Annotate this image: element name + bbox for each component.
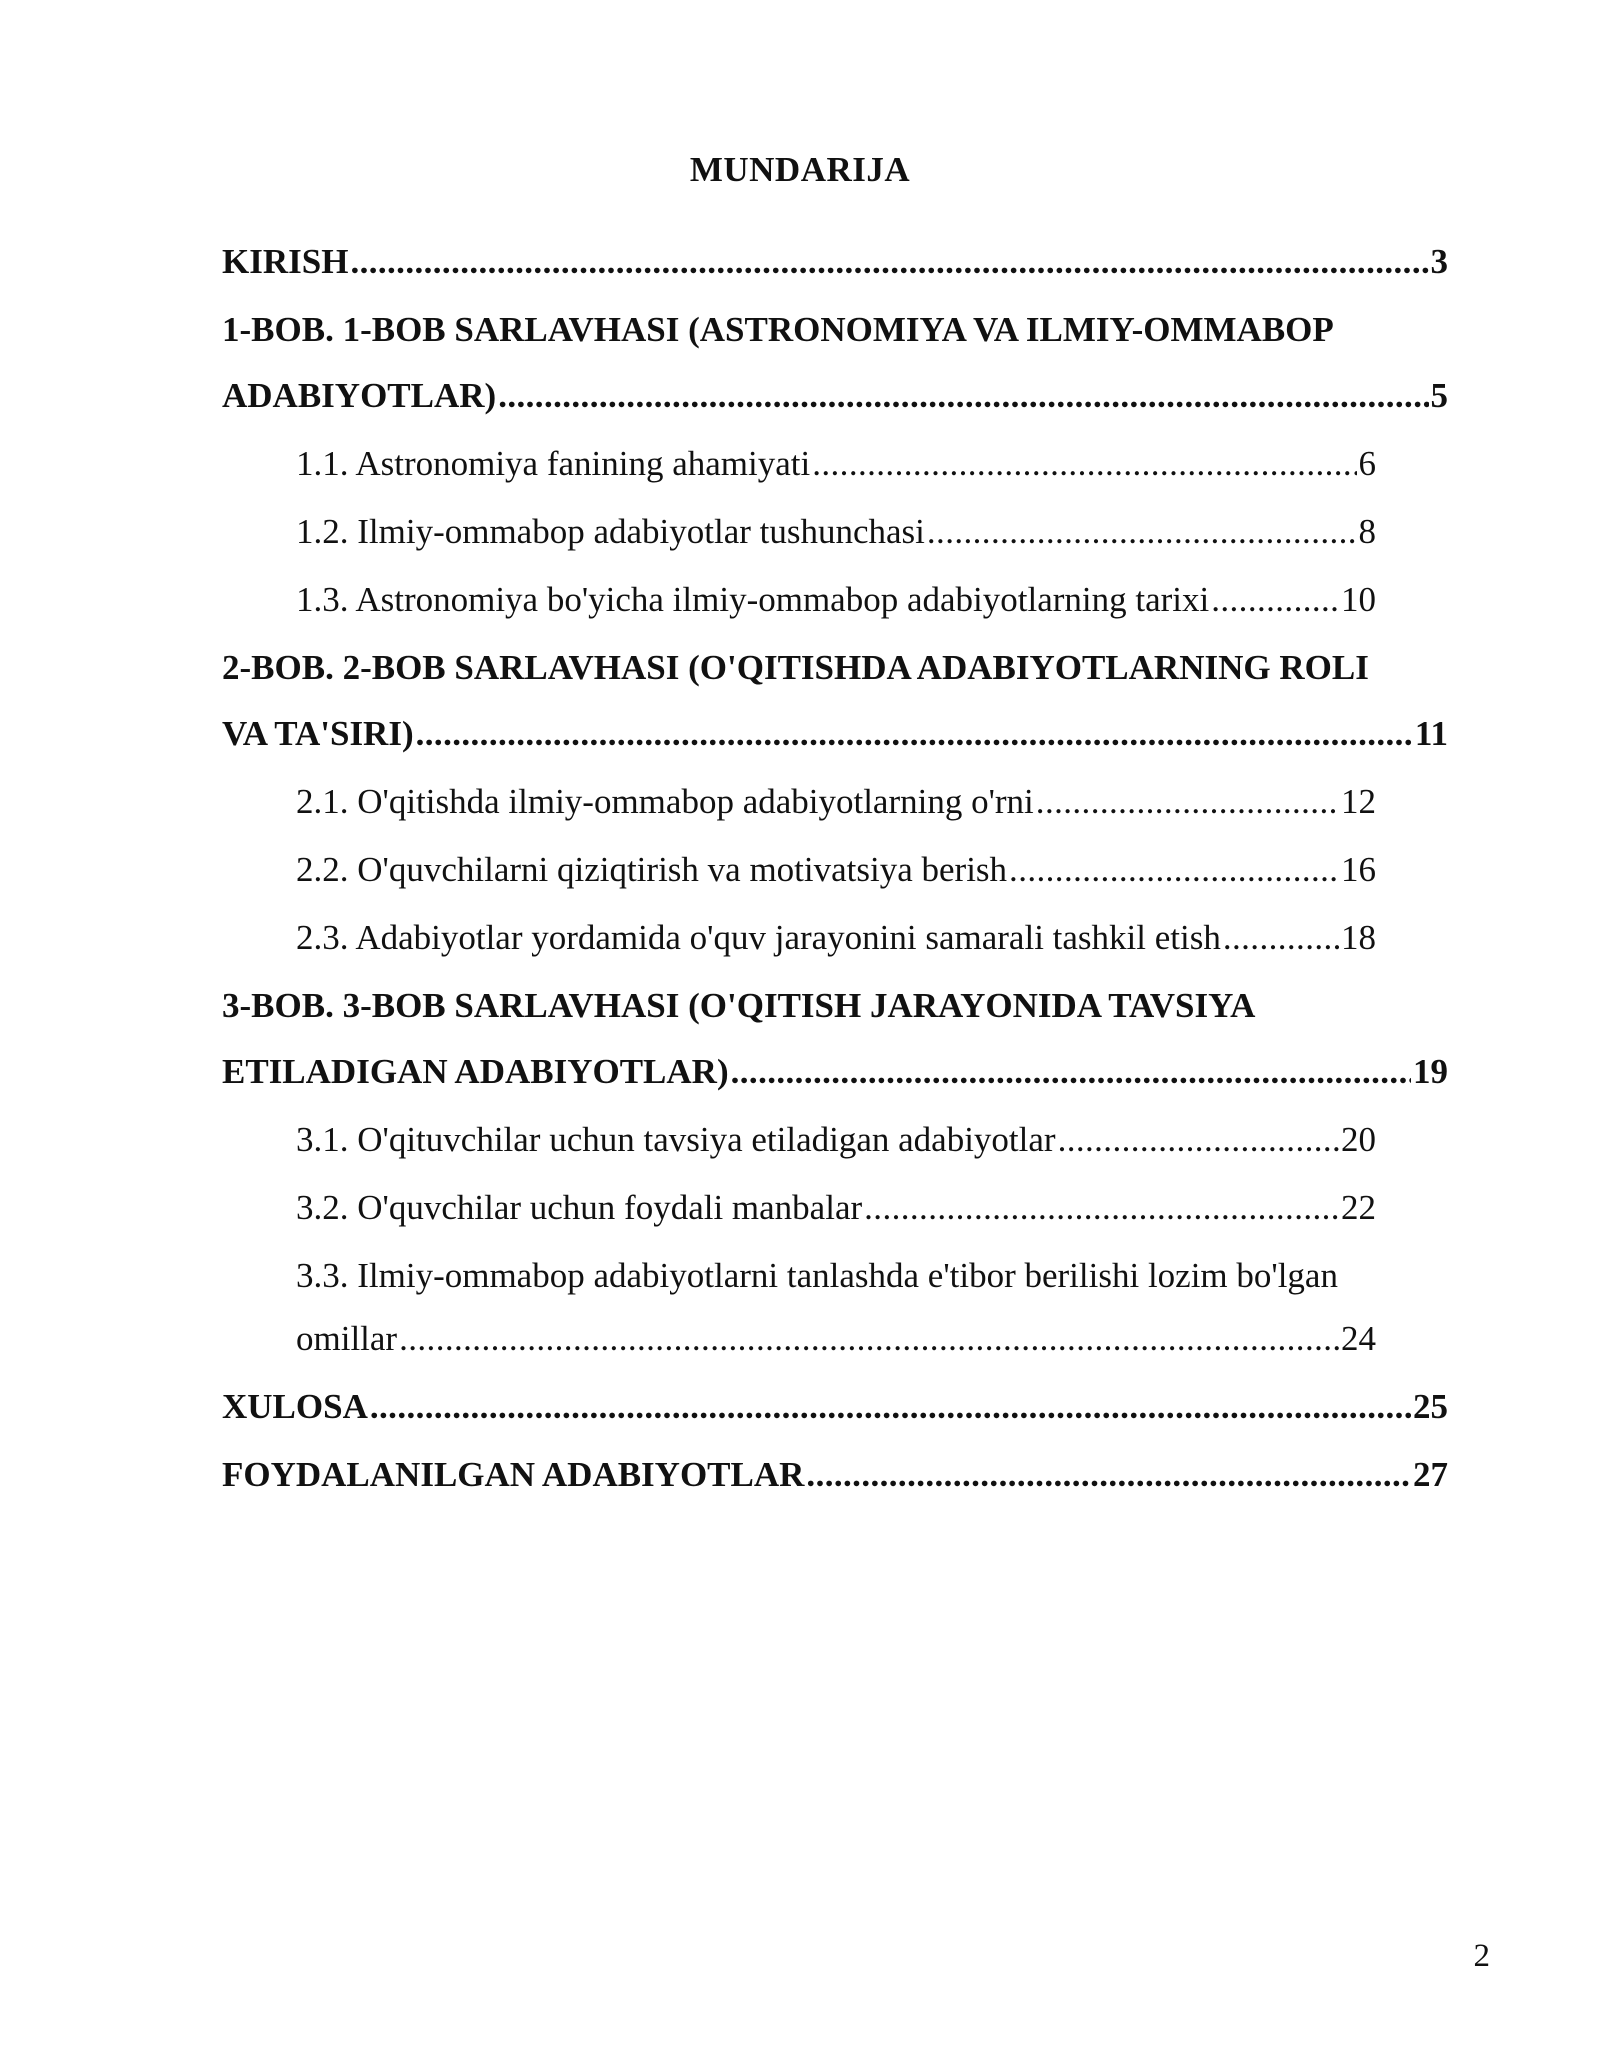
toc-entry-title-line1: 1-BOB. 1-BOB SARLAVHASI (ASTRONOMIYA VA ILMIY-OMMABOP: [222, 310, 1334, 349]
toc-entry-xulosa[interactable]: [222, 1375, 1448, 1443]
toc-entry-page: 3: [1430, 242, 1448, 281]
toc-entry-page: 18: [1341, 918, 1376, 957]
toc-entry-chapter-2[interactable]: [222, 636, 1448, 770]
toc-entry-title: 3.1. O'qituvchilar uchun tavsiya etiladigan adabiyotlar: [296, 1120, 1056, 1159]
toc-entry-title: 1.1. Astronomiya fanining ahamiyati: [296, 444, 811, 483]
dot-leader: [731, 1040, 1411, 1103]
dot-leader: [399, 1307, 1339, 1370]
toc-entry-page: 20: [1341, 1120, 1376, 1159]
toc-entry-title: 2.2. O'quvchilarni qiziqtirish va motivatsiya berish: [296, 850, 1008, 889]
dot-leader: [806, 1443, 1411, 1506]
page-number: 2: [1473, 1938, 1490, 1974]
dot-leader: [370, 1375, 1411, 1438]
dot-leader: [1211, 568, 1339, 631]
toc-entry-title: KIRISH: [222, 242, 349, 281]
toc-entry-section-3-2[interactable]: [296, 1176, 1376, 1244]
dot-leader: [350, 230, 1428, 293]
toc-entry-section-3-3[interactable]: [296, 1244, 1376, 1375]
toc-entry-title-line1: 3-BOB. 3-BOB SARLAVHASI (O'QITISH JARAYONIDA TAVSIYA: [222, 986, 1256, 1025]
toc-entry-page: 8: [1358, 512, 1376, 551]
toc-entry-section-3-1[interactable]: [296, 1108, 1376, 1176]
toc-entry-section-2-1[interactable]: [296, 770, 1376, 838]
toc-entry-title: FOYDALANILGAN ADABIYOTLAR: [222, 1455, 805, 1494]
toc-entry-page: 27: [1413, 1455, 1448, 1494]
dot-leader: [1009, 838, 1339, 901]
toc-entry-section-2-2[interactable]: [296, 838, 1376, 906]
toc-entry-page: 12: [1341, 782, 1376, 821]
toc-entry-title-line1: 3.3. Ilmiy-ommabop adabiyotlarni tanlashda e'tibor berilishi lozim bo'lgan: [296, 1256, 1338, 1295]
toc-entry-page: 5: [1430, 376, 1448, 415]
dot-leader: [927, 500, 1357, 563]
dot-leader: [812, 432, 1356, 495]
toc-entry-chapter-3[interactable]: [222, 974, 1448, 1108]
toc-entry-title-line2: ETILADIGAN ADABIYOTLAR): [222, 1052, 729, 1091]
toc-entry-section-1-3[interactable]: [296, 568, 1376, 636]
toc-entry-title: 2.1. O'qitishda ilmiy-ommabop adabiyotlarning o'rni: [296, 782, 1034, 821]
toc-entry-page: 25: [1413, 1387, 1448, 1426]
toc-entry-title: 1.2. Ilmiy-ommabop adabiyotlar tushunchasi: [296, 512, 925, 551]
dot-leader: [416, 702, 1413, 765]
dot-leader: [1036, 770, 1339, 833]
table-of-contents: [222, 230, 1448, 1511]
dot-leader: [864, 1176, 1339, 1239]
toc-entry-title-line1: 2-BOB. 2-BOB SARLAVHASI (O'QITISHDA ADABIYOTLARNING ROLI: [222, 648, 1369, 687]
toc-title: MUNDARIJA: [689, 150, 911, 189]
dot-leader: [1223, 906, 1339, 969]
toc-entry-title: XULOSA: [222, 1387, 368, 1426]
toc-entry-kirish[interactable]: [222, 230, 1448, 298]
toc-entry-page: 6: [1358, 444, 1376, 483]
toc-entry-section-2-3[interactable]: [296, 906, 1376, 974]
toc-entry-title: 3.2. O'quvchilar uchun foydali manbalar: [296, 1188, 863, 1227]
toc-entry-chapter-1[interactable]: [222, 298, 1448, 432]
toc-entry-title-line2: VA TA'SIRI): [222, 714, 414, 753]
toc-entry-section-1-2[interactable]: [296, 500, 1376, 568]
toc-entry-section-1-1[interactable]: [296, 432, 1376, 500]
toc-entry-title: 1.3. Astronomiya bo'yicha ilmiy-ommabop adabiyotlarning tarixi: [296, 580, 1210, 619]
toc-entry-page: 10: [1341, 580, 1376, 619]
toc-entry-page: 11: [1414, 714, 1448, 753]
toc-entry-title-line2: ADABIYOTLAR): [222, 376, 497, 415]
dot-leader: [1058, 1108, 1339, 1171]
toc-entry-title: 2.3. Adabiyotlar yordamida o'quv jarayonini samarali tashkil etish: [296, 918, 1221, 957]
toc-entry-page: 19: [1413, 1052, 1448, 1091]
toc-entry-title-line2: omillar: [296, 1319, 398, 1358]
dot-leader: [498, 364, 1428, 427]
toc-entry-references[interactable]: [222, 1443, 1448, 1511]
toc-entry-page: 24: [1341, 1319, 1376, 1358]
toc-entry-page: 22: [1341, 1188, 1376, 1227]
toc-entry-page: 16: [1341, 850, 1376, 889]
